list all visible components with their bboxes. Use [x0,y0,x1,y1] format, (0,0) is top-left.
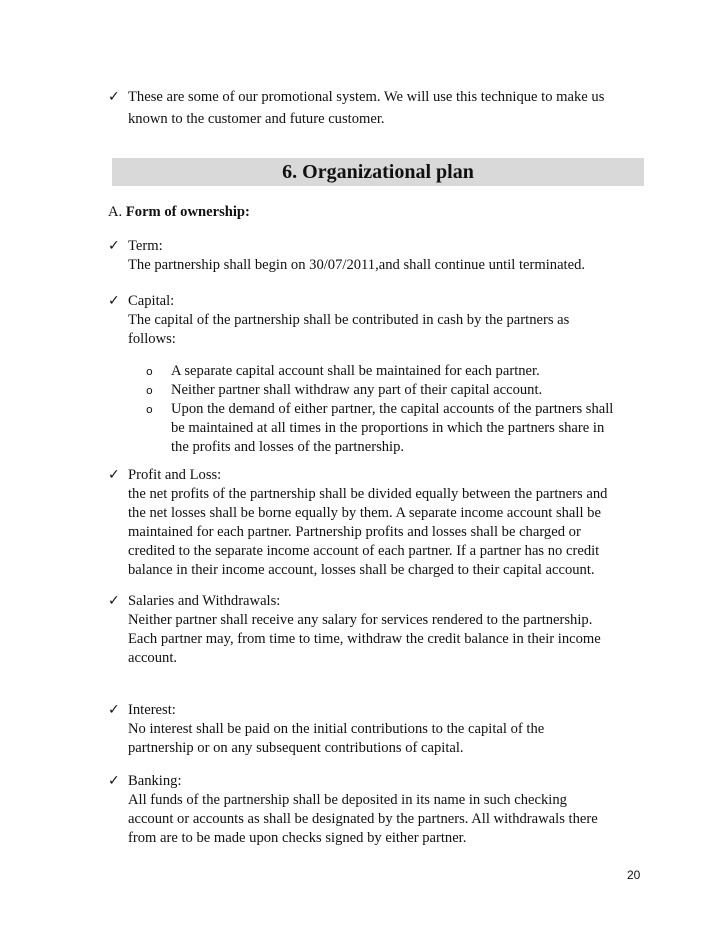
interest-item [108,701,648,758]
banking-line-3: from are to be made upon checks signed by either partner. [128,830,467,846]
capital-line-1: The capital of the partnership shall be contributed in cash by the partners as [128,312,570,328]
banking-item [108,772,648,848]
capital-sub-item-3-line-2: be maintained at all times in the proportions in which the partners share in [171,420,605,436]
checkmark-icon: ✓ [108,593,120,609]
capital-sub-list [146,362,646,457]
salaries-title: Salaries and Withdrawals: [128,593,281,609]
interest-line-2: partnership or on any subsequent contributions of capital. [128,740,464,756]
profit-loss-line-2: the net losses shall be borne equally by them. A separate income account shall be [128,505,601,521]
capital-sub-item [146,362,646,381]
checkmark-icon: ✓ [108,293,120,309]
banking-title: Banking: [128,773,182,789]
capital-sub-item-2-line-1: Neither partner shall withdraw any part of their capital account. [171,382,543,398]
checkmark-icon: ✓ [108,238,120,254]
profit-loss-title: Profit and Loss: [128,467,222,483]
page-number: 20 [627,868,641,882]
interest-line-1: No interest shall be paid on the initial contributions to the capital of the [128,721,545,737]
term-title: Term: [128,238,163,254]
section-heading-bar [112,158,644,186]
capital-sub-item-3-line-3: the profits and losses of the partnership. [171,439,405,455]
intro-line-2: known to the customer and future customer. [128,111,385,127]
form-of-ownership-prefix: A. [108,204,123,220]
capital-sub-item [146,400,646,457]
checkmark-icon: ✓ [108,702,120,718]
capital-title: Capital: [128,293,175,309]
profit-loss-line-1: the net profits of the partnership shall be divided equally between the partners and [128,486,608,502]
capital-sub-item-3-line-1: Upon the demand of either partner, the capital accounts of the partners shall [171,401,614,417]
banking-line-2: account or accounts as shall be designated by the partners. All withdrawals there [128,811,598,827]
profit-loss-line-3: maintained for each partner. Partnership profits and losses shall be charged or [128,524,581,540]
section-heading: 6. Organizational plan [282,161,474,183]
profit-loss-line-4: credited to the separate income account of each partner. If a partner has no credit [128,543,600,559]
checkmark-icon: ✓ [108,467,120,483]
salaries-line-3: account. [128,650,178,666]
checkmark-icon: ✓ [108,773,120,789]
salaries-line-1: Neither partner shall receive any salary for services rendered to the partnership. [128,612,593,628]
banking-line-1: All funds of the partnership shall be deposited in its name in such checking [128,792,567,808]
capital-item [108,292,648,349]
interest-title: Interest: [128,702,176,718]
profit-loss-item [108,466,648,580]
circle-bullet-icon: o [146,365,153,378]
intro-paragraph [108,86,648,130]
salaries-line-2: Each partner may, from time to time, withdraw the credit balance in their income [128,631,601,647]
salaries-item [108,592,648,668]
checkmark-icon: ✓ [108,89,120,105]
capital-sub-item-1-line-1: A separate capital account shall be maintained for each partner. [171,363,540,379]
profit-loss-line-5: balance in their income account, losses shall be charged to their capital account. [128,562,595,578]
form-of-ownership-label: Form of ownership: [125,204,250,220]
capital-sub-item [146,381,646,400]
intro-line-1: These are some of our promotional system. We will use this technique to make us [128,89,605,105]
term-line-1: The partnership shall begin on 30/07/2011,and shall continue until terminated. [128,257,586,273]
circle-bullet-icon: o [146,403,153,416]
term-item [108,237,648,275]
circle-bullet-icon: o [146,384,153,397]
form-of-ownership-heading [108,202,250,222]
capital-line-2: follows: [128,331,176,347]
